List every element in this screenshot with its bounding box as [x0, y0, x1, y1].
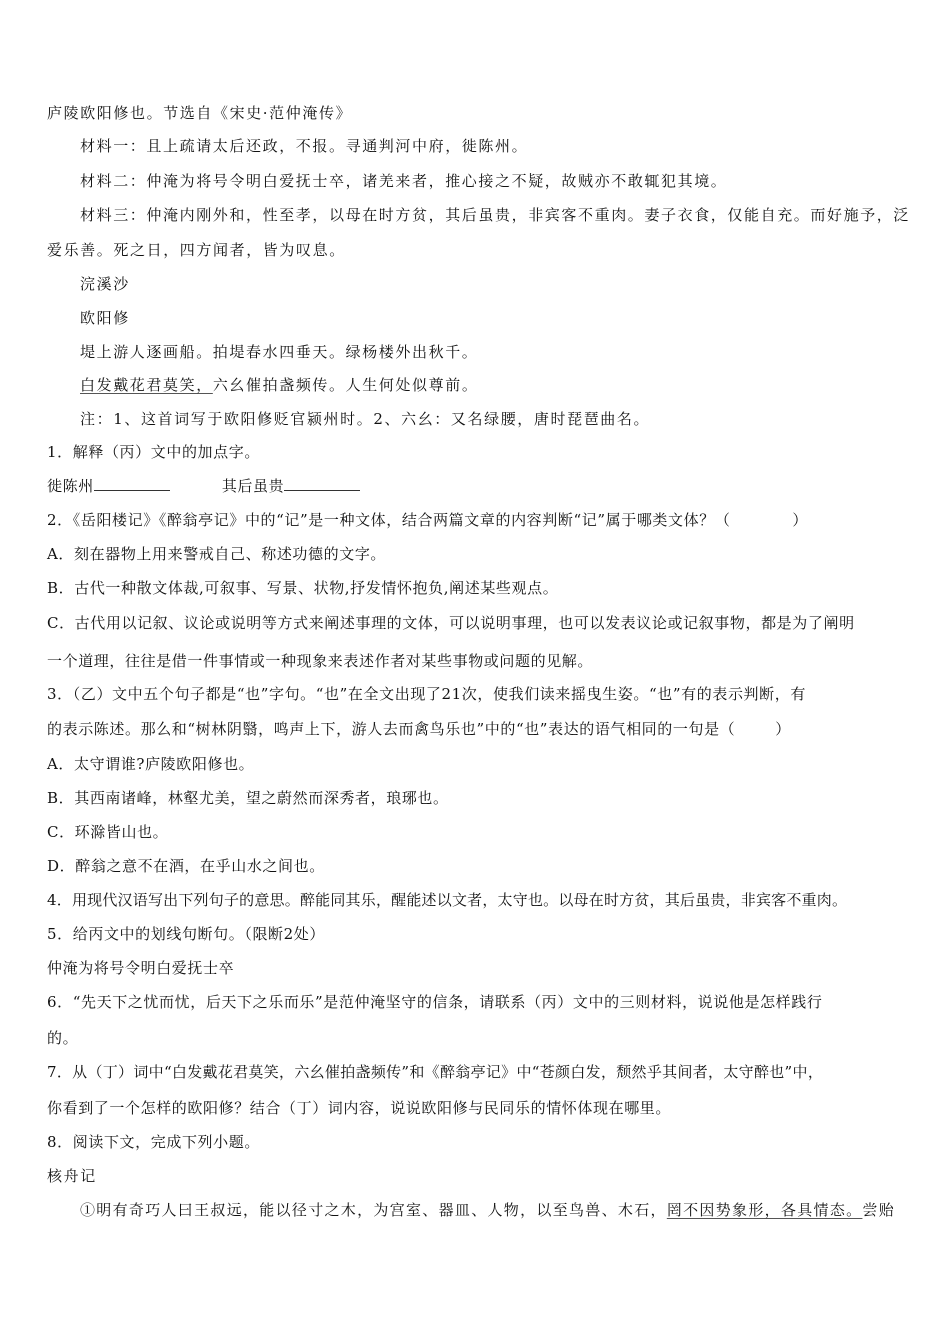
question-6-stem-line1: 6．“先天下之忧而忧，后天下之乐而乐”是范仲淹坚守的信条，请联系（丙）文中的三则材料，说说他是怎样践行 — [47, 993, 823, 1011]
question-4-stem: 4．用现代汉语写出下列句子的意思。醉能同其乐，醒能述以文者，太守也。以母在时方贫，其后虽贵，非宾客不重肉。 — [47, 891, 848, 909]
question-7-stem-line2: 你看到了一个怎样的欧阳修？结合（丁）词内容，说说欧阳修与民同乐的情怀体现在哪里。 — [47, 1099, 672, 1117]
question-3-option-d: D．醉翁之意不在酒，在乎山水之间也。 — [47, 857, 325, 875]
answer-blank-a[interactable] — [94, 476, 170, 491]
material-one: 材料一：且上疏请太后还政，不报。寻通判河中府，徙陈州。 — [80, 137, 529, 155]
question-7-stem-line1: 7．从（丁）词中“白发戴花君莫笑，六幺催拍盏频传”和《醉翁亭记》中“苍颜白发，颓然乎其间者，太守醉也”中， — [47, 1063, 824, 1081]
para-1-after: 尝贻 — [862, 1201, 896, 1219]
question-3-stem-line2 — [47, 719, 791, 739]
question-2-option-c-line1: C．古代用以记叙、议论或说明等方式来阐述事理的文体，可以说明事理，也可以发表议论或记叙事物，都是为了阐明 — [47, 614, 855, 632]
question-2-option-b: B．古代一种散文体裁,可叙事、写景、状物,抒发情怀抱负,阐述某些观点。 — [47, 579, 559, 597]
question-1-items — [47, 476, 360, 496]
question-3-text: 的表示陈述。那么和“树林阴翳，鸣声上下，游人去而禽鸟乐也”中的“也”表达的语气相同的一句是（ — [47, 720, 736, 738]
question-2-option-a: A．刻在器物上用来警戒自己、称述功德的文字。 — [47, 545, 387, 563]
question-3-stem-line1: 3．（乙）文中五个句子都是“也”字句。“也”在全文出现了21次，使我们读来摇曳生姿。“也”有的表示判断，有 — [47, 685, 806, 703]
para-1-before: ①明有奇巧人曰王叔远，能以径寸之木，为宫室、器皿、人物，以至鸟兽、木石， — [80, 1201, 667, 1219]
question-3-option-c: C．环滁皆山也。 — [47, 823, 169, 841]
answer-blank-b[interactable] — [284, 476, 360, 491]
question-3-option-b: B．其西南诸峰，林壑尤美，望之蔚然而深秀者，琅琊也。 — [47, 789, 449, 807]
question-2-option-c-line2: 一个道理，往往是借一件事情或一种现象来表述作者对某些事物或问题的见解。 — [47, 652, 594, 670]
question-1-item-b: 其后虽贵 — [221, 477, 285, 495]
question-5-stem: 5．给丙文中的划线句断句。（限断2处） — [47, 925, 325, 943]
poem-note: 注：1、这首词写于欧阳修贬官颍州时。2、六幺：又名绿腰，唐时琵琶曲名。 — [80, 410, 651, 428]
question-2-paren: ） — [792, 511, 809, 529]
question-6-stem-line2: 的。 — [47, 1029, 79, 1047]
poem-author: 欧阳修 — [80, 309, 130, 327]
material-three-line1: 材料三：仲淹内刚外和，性至孝，以母在时方贫，其后虽贵，非宾客不重肉。妻子衣食，仅能自充。而好施予，泛 — [80, 206, 911, 224]
question-1-stem: 1．解释（丙）文中的加点字。 — [47, 443, 260, 461]
question-1-item-a: 徙陈州 — [47, 477, 94, 495]
material-two: 材料二：仲淹为将号令明白爱抚士卒，诸羌来者，推心接之不疑，故贼亦不敢辄犯其境。 — [80, 172, 728, 190]
question-5-sentence: 仲淹为将号令明白爱抚士卒 — [47, 959, 235, 977]
question-3-option-a: A．太守谓谁?庐陵欧阳修也。 — [47, 755, 255, 773]
underlined-phrase: 白发戴花君莫笑， — [80, 376, 213, 394]
passage-source-line: 庐陵欧阳修也。节选自《宋史·范仲淹传》 — [47, 104, 353, 122]
question-3-paren: ） — [775, 720, 791, 738]
hezhouji-para-1 — [80, 1200, 895, 1220]
passage-title-hezhouji: 核舟记 — [47, 1167, 97, 1185]
poem-line-1: 堤上游人逐画船。拍堤春水四垂天。绿杨楼外出秋千。 — [80, 343, 479, 361]
underlined-sentence: 罔不因势象形，各具情态。 — [666, 1201, 863, 1219]
poem-line-2-rest: 六幺催拍盏频传。人生何处似尊前。 — [212, 376, 479, 394]
question-2-stem — [47, 510, 808, 530]
question-8-stem: 8．阅读下文，完成下列小题。 — [47, 1133, 260, 1151]
question-2-text: 2．《岳阳楼记》《醉翁亭记》中的“记”是一种文体，结合两篇文章的内容判断“记”属于哪类文体？（ — [47, 511, 731, 529]
poem-title: 浣溪沙 — [80, 275, 130, 293]
poem-line-2 — [80, 375, 478, 395]
material-three-line2: 爱乐善。死之日，四方闻者，皆为叹息。 — [47, 241, 346, 259]
